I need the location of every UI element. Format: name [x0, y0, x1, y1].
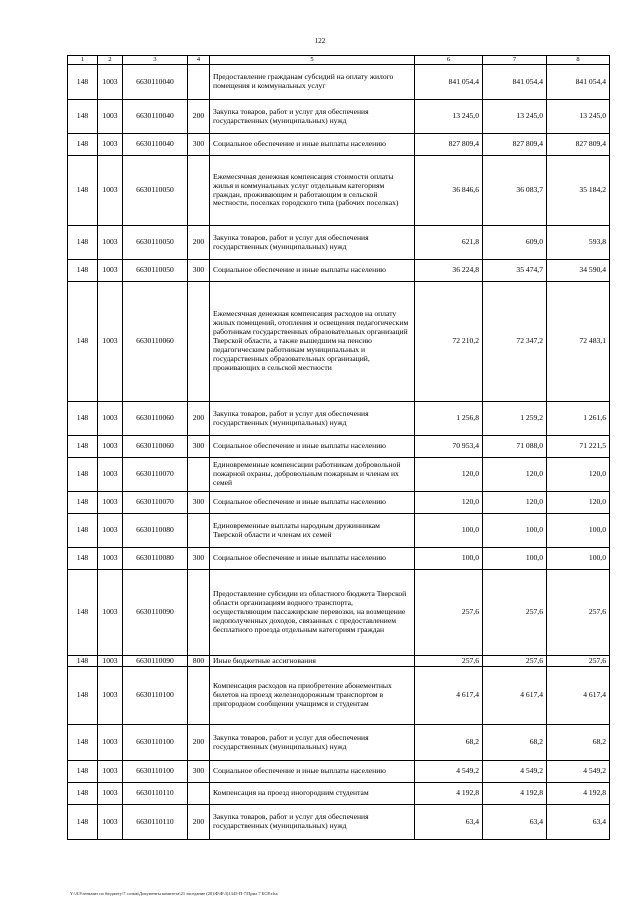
amount-year2-cell: 4 617,4	[483, 667, 547, 725]
amount-year1-cell: 120,0	[415, 492, 483, 514]
expense-type-cell: 200	[188, 226, 210, 260]
amount-year3-cell: 13 245,0	[547, 100, 610, 134]
amount-year1-cell: 841 054,4	[415, 65, 483, 100]
admin-code-cell: 148	[68, 226, 98, 260]
admin-code-cell: 148	[68, 570, 98, 656]
table-row	[68, 548, 610, 570]
amount-year3-cell: 72 483,1	[547, 282, 610, 402]
amount-year1-cell: 13 245,0	[415, 100, 483, 134]
target-code-cell: 6630110040	[123, 100, 188, 134]
amount-year2-cell: 72 347,2	[483, 282, 547, 402]
admin-code-cell: 148	[68, 156, 98, 226]
section-code-cell: 1003	[98, 458, 123, 492]
expense-type-cell: 300	[188, 492, 210, 514]
description-cell: Социальное обеспечение и иные выплаты населению	[210, 260, 415, 282]
description-cell: Социальное обеспечение и иные выплаты населению	[210, 436, 415, 458]
expense-type-cell	[188, 458, 210, 492]
target-code-cell: 6630110100	[123, 667, 188, 725]
admin-code-cell: 148	[68, 514, 98, 548]
amount-year1-cell: 100,0	[415, 548, 483, 570]
amount-year1-cell: 63,4	[415, 805, 483, 840]
table-row	[68, 514, 610, 548]
amount-year2-cell: 13 245,0	[483, 100, 547, 134]
target-code-cell: 6630110050	[123, 156, 188, 226]
expense-type-cell	[188, 156, 210, 226]
expense-type-cell: 300	[188, 436, 210, 458]
section-code-cell: 1003	[98, 667, 123, 725]
amount-year3-cell: 841 054,4	[547, 65, 610, 100]
column-header: 3	[123, 56, 188, 65]
table-row	[68, 761, 610, 783]
target-code-cell: 6630110060	[123, 436, 188, 458]
target-code-cell: 6630110070	[123, 492, 188, 514]
section-code-cell: 1003	[98, 725, 123, 761]
column-header: 8	[547, 56, 610, 65]
description-cell: Закупка товаров, работ и услуг для обеспечения государственных (муниципальных) нужд	[210, 725, 415, 761]
section-code-cell: 1003	[98, 282, 123, 402]
expense-type-cell: 800	[188, 656, 210, 667]
admin-code-cell: 148	[68, 402, 98, 436]
description-cell: Иные бюджетные ассигнования	[210, 656, 415, 667]
amount-year2-cell: 827 809,4	[483, 134, 547, 156]
admin-code-cell: 148	[68, 656, 98, 667]
admin-code-cell: 148	[68, 805, 98, 840]
expense-type-cell	[188, 282, 210, 402]
amount-year1-cell: 257,6	[415, 656, 483, 667]
amount-year1-cell: 100,0	[415, 514, 483, 548]
target-code-cell: 6630110060	[123, 402, 188, 436]
amount-year1-cell: 70 953,4	[415, 436, 483, 458]
section-code-cell: 1003	[98, 656, 123, 667]
target-code-cell: 6630110090	[123, 570, 188, 656]
amount-year1-cell: 1 256,8	[415, 402, 483, 436]
target-code-cell: 6630110060	[123, 282, 188, 402]
section-code-cell: 1003	[98, 65, 123, 100]
amount-year2-cell: 120,0	[483, 492, 547, 514]
amount-year3-cell: 4 617,4	[547, 667, 610, 725]
amount-year1-cell: 827 809,4	[415, 134, 483, 156]
target-code-cell: 6630110050	[123, 226, 188, 260]
table-row	[68, 65, 610, 100]
target-code-cell: 6630110090	[123, 656, 188, 667]
column-header: 5	[210, 56, 415, 65]
amount-year1-cell: 621,8	[415, 226, 483, 260]
amount-year2-cell: 257,6	[483, 570, 547, 656]
section-code-cell: 1003	[98, 492, 123, 514]
admin-code-cell: 148	[68, 725, 98, 761]
table-body	[68, 65, 610, 840]
target-code-cell: 6630110110	[123, 783, 188, 805]
table-row	[68, 156, 610, 226]
expense-type-cell	[188, 65, 210, 100]
expense-type-cell	[188, 667, 210, 725]
amount-year2-cell: 35 474,7	[483, 260, 547, 282]
amount-year3-cell: 257,6	[547, 570, 610, 656]
amount-year3-cell: 100,0	[547, 514, 610, 548]
admin-code-cell: 148	[68, 761, 98, 783]
description-cell: Ежемесячная денежная компенсация стоимости оплаты жилья и коммунальных услуг отдельным категориям граждан, проживающим и работающим в сельской местности, поселках городского типа (рабочих поселках)	[210, 156, 415, 226]
description-cell: Единовременные выплаты народным дружинникам Тверской области и членам их семей	[210, 514, 415, 548]
amount-year3-cell: 34 590,4	[547, 260, 610, 282]
description-cell: Закупка товаров, работ и услуг для обеспечения государственных (муниципальных) нужд	[210, 100, 415, 134]
table-row	[68, 100, 610, 134]
table-row	[68, 805, 610, 840]
section-code-cell: 1003	[98, 761, 123, 783]
expense-type-cell: 300	[188, 761, 210, 783]
expense-type-cell	[188, 570, 210, 656]
admin-code-cell: 148	[68, 548, 98, 570]
expense-type-cell: 300	[188, 134, 210, 156]
amount-year2-cell: 257,6	[483, 656, 547, 667]
table-row	[68, 436, 610, 458]
target-code-cell: 6630110100	[123, 725, 188, 761]
table-row	[68, 458, 610, 492]
amount-year1-cell: 4 549,2	[415, 761, 483, 783]
admin-code-cell: 148	[68, 100, 98, 134]
amount-year2-cell: 609,0	[483, 226, 547, 260]
admin-code-cell: 148	[68, 458, 98, 492]
page-number: 122	[314, 37, 326, 45]
amount-year3-cell: 120,0	[547, 458, 610, 492]
amount-year2-cell: 120,0	[483, 458, 547, 492]
target-code-cell: 6630110050	[123, 260, 188, 282]
target-code-cell: 6630110040	[123, 65, 188, 100]
amount-year2-cell: 100,0	[483, 514, 547, 548]
description-cell: Социальное обеспечение и иные выплаты населению	[210, 548, 415, 570]
amount-year3-cell: 4 192,8	[547, 783, 610, 805]
expense-type-cell: 200	[188, 725, 210, 761]
admin-code-cell: 148	[68, 667, 98, 725]
expense-type-cell	[188, 783, 210, 805]
amount-year3-cell: 827 809,4	[547, 134, 610, 156]
amount-year1-cell: 120,0	[415, 458, 483, 492]
expense-type-cell: 200	[188, 100, 210, 134]
description-cell: Предоставление гражданам субсидий на оплату жилого помещения и коммунальных услуг	[210, 65, 415, 100]
description-cell: Ежемесячная денежная компенсация расходов на оплату жилых помещений, отопления и освещения педагогическим работникам государственных образовательных организаций Тверской области, а также вышедшим на пенсию педагогическим работникам муниципальных и государственных образовательных организаций, проживающих в сельской местности	[210, 282, 415, 402]
target-code-cell: 6630110100	[123, 761, 188, 783]
section-code-cell: 1003	[98, 100, 123, 134]
expense-type-cell: 300	[188, 260, 210, 282]
section-code-cell: 1003	[98, 783, 123, 805]
description-cell: Компенсация на проезд иногородним студентам	[210, 783, 415, 805]
amount-year2-cell: 68,2	[483, 725, 547, 761]
expense-type-cell	[188, 514, 210, 548]
target-code-cell: 6630110040	[123, 134, 188, 156]
table-row	[68, 667, 610, 725]
amount-year3-cell: 71 221,5	[547, 436, 610, 458]
description-cell: Социальное обеспечение и иные выплаты населению	[210, 761, 415, 783]
table-row	[68, 282, 610, 402]
admin-code-cell: 148	[68, 260, 98, 282]
admin-code-cell: 148	[68, 65, 98, 100]
column-header: 4	[188, 56, 210, 65]
target-code-cell: 6630110070	[123, 458, 188, 492]
description-cell: Закупка товаров, работ и услуг для обеспечения государственных (муниципальных) нужд	[210, 402, 415, 436]
section-code-cell: 1003	[98, 436, 123, 458]
table-row	[68, 656, 610, 667]
amount-year2-cell: 100,0	[483, 548, 547, 570]
section-code-cell: 1003	[98, 548, 123, 570]
table-row	[68, 134, 610, 156]
table-header-row	[68, 56, 610, 65]
section-code-cell: 1003	[98, 514, 123, 548]
amount-year2-cell: 71 088,0	[483, 436, 547, 458]
column-header: 6	[415, 56, 483, 65]
table-row	[68, 226, 610, 260]
amount-year1-cell: 36 846,6	[415, 156, 483, 226]
description-cell: Компенсация расходов на приобретение абонементных билетов на проезд железнодорожным транспортом в пригородном сообщении учащимся и студентам	[210, 667, 415, 725]
description-cell: Предоставление субсидии из областного бюджета Тверской области организациям водного транспорта, осуществляющим пассажирские перевозки, на возмещение недополученных доходов, связанных с предоставлением бесплатного проезда отдельным категориям граждан	[210, 570, 415, 656]
section-code-cell: 1003	[98, 156, 123, 226]
amount-year2-cell: 4 192,8	[483, 783, 547, 805]
table-row	[68, 260, 610, 282]
section-code-cell: 1003	[98, 260, 123, 282]
admin-code-cell: 148	[68, 436, 98, 458]
section-code-cell: 1003	[98, 402, 123, 436]
target-code-cell: 6630110080	[123, 514, 188, 548]
column-header: 2	[98, 56, 123, 65]
section-code-cell: 1003	[98, 226, 123, 260]
amount-year2-cell: 841 054,4	[483, 65, 547, 100]
amount-year3-cell: 35 184,2	[547, 156, 610, 226]
expense-type-cell: 200	[188, 805, 210, 840]
amount-year2-cell: 36 083,7	[483, 156, 547, 226]
column-header: 1	[68, 56, 98, 65]
budget-table	[67, 55, 610, 840]
description-cell: Социальное обеспечение и иные выплаты населению	[210, 134, 415, 156]
amount-year3-cell: 4 549,2	[547, 761, 610, 783]
amount-year1-cell: 4 617,4	[415, 667, 483, 725]
amount-year3-cell: 257,6	[547, 656, 610, 667]
target-code-cell: 6630110110	[123, 805, 188, 840]
admin-code-cell: 148	[68, 134, 98, 156]
amount-year3-cell: 120,0	[547, 492, 610, 514]
expense-type-cell: 200	[188, 402, 210, 436]
description-cell: Единовременные компенсации работникам добровольной пожарной охраны, добровольным пожарным и членам их семей	[210, 458, 415, 492]
amount-year3-cell: 593,8	[547, 226, 610, 260]
table-row	[68, 783, 610, 805]
description-cell: Социальное обеспечение и иные выплаты населению	[210, 492, 415, 514]
amount-year1-cell: 68,2	[415, 725, 483, 761]
amount-year1-cell: 257,6	[415, 570, 483, 656]
section-code-cell: 1003	[98, 805, 123, 840]
description-cell: Закупка товаров, работ и услуг для обеспечения государственных (муниципальных) нужд	[210, 805, 415, 840]
admin-code-cell: 148	[68, 282, 98, 402]
amount-year2-cell: 63,4	[483, 805, 547, 840]
file-path-footer: Y:\АЭ\зеньмит по бюджету\7 созыв\Документы комитета\21 заседание (20)\Ф\Ф\3)1345-П-7\Прил 7 БСР.xlsx	[70, 891, 278, 896]
table-row	[68, 570, 610, 656]
table-row	[68, 402, 610, 436]
section-code-cell: 1003	[98, 134, 123, 156]
amount-year3-cell: 1 261,6	[547, 402, 610, 436]
expense-type-cell: 300	[188, 548, 210, 570]
amount-year2-cell: 1 259,2	[483, 402, 547, 436]
column-header: 7	[483, 56, 547, 65]
amount-year1-cell: 72 210,2	[415, 282, 483, 402]
amount-year1-cell: 36 224,8	[415, 260, 483, 282]
admin-code-cell: 148	[68, 492, 98, 514]
target-code-cell: 6630110080	[123, 548, 188, 570]
admin-code-cell: 148	[68, 783, 98, 805]
table-row	[68, 725, 610, 761]
amount-year1-cell: 4 192,8	[415, 783, 483, 805]
table-row	[68, 492, 610, 514]
amount-year3-cell: 100,0	[547, 548, 610, 570]
amount-year2-cell: 4 549,2	[483, 761, 547, 783]
amount-year3-cell: 63,4	[547, 805, 610, 840]
section-code-cell: 1003	[98, 570, 123, 656]
amount-year3-cell: 68,2	[547, 725, 610, 761]
description-cell: Закупка товаров, работ и услуг для обеспечения государственных (муниципальных) нужд	[210, 226, 415, 260]
